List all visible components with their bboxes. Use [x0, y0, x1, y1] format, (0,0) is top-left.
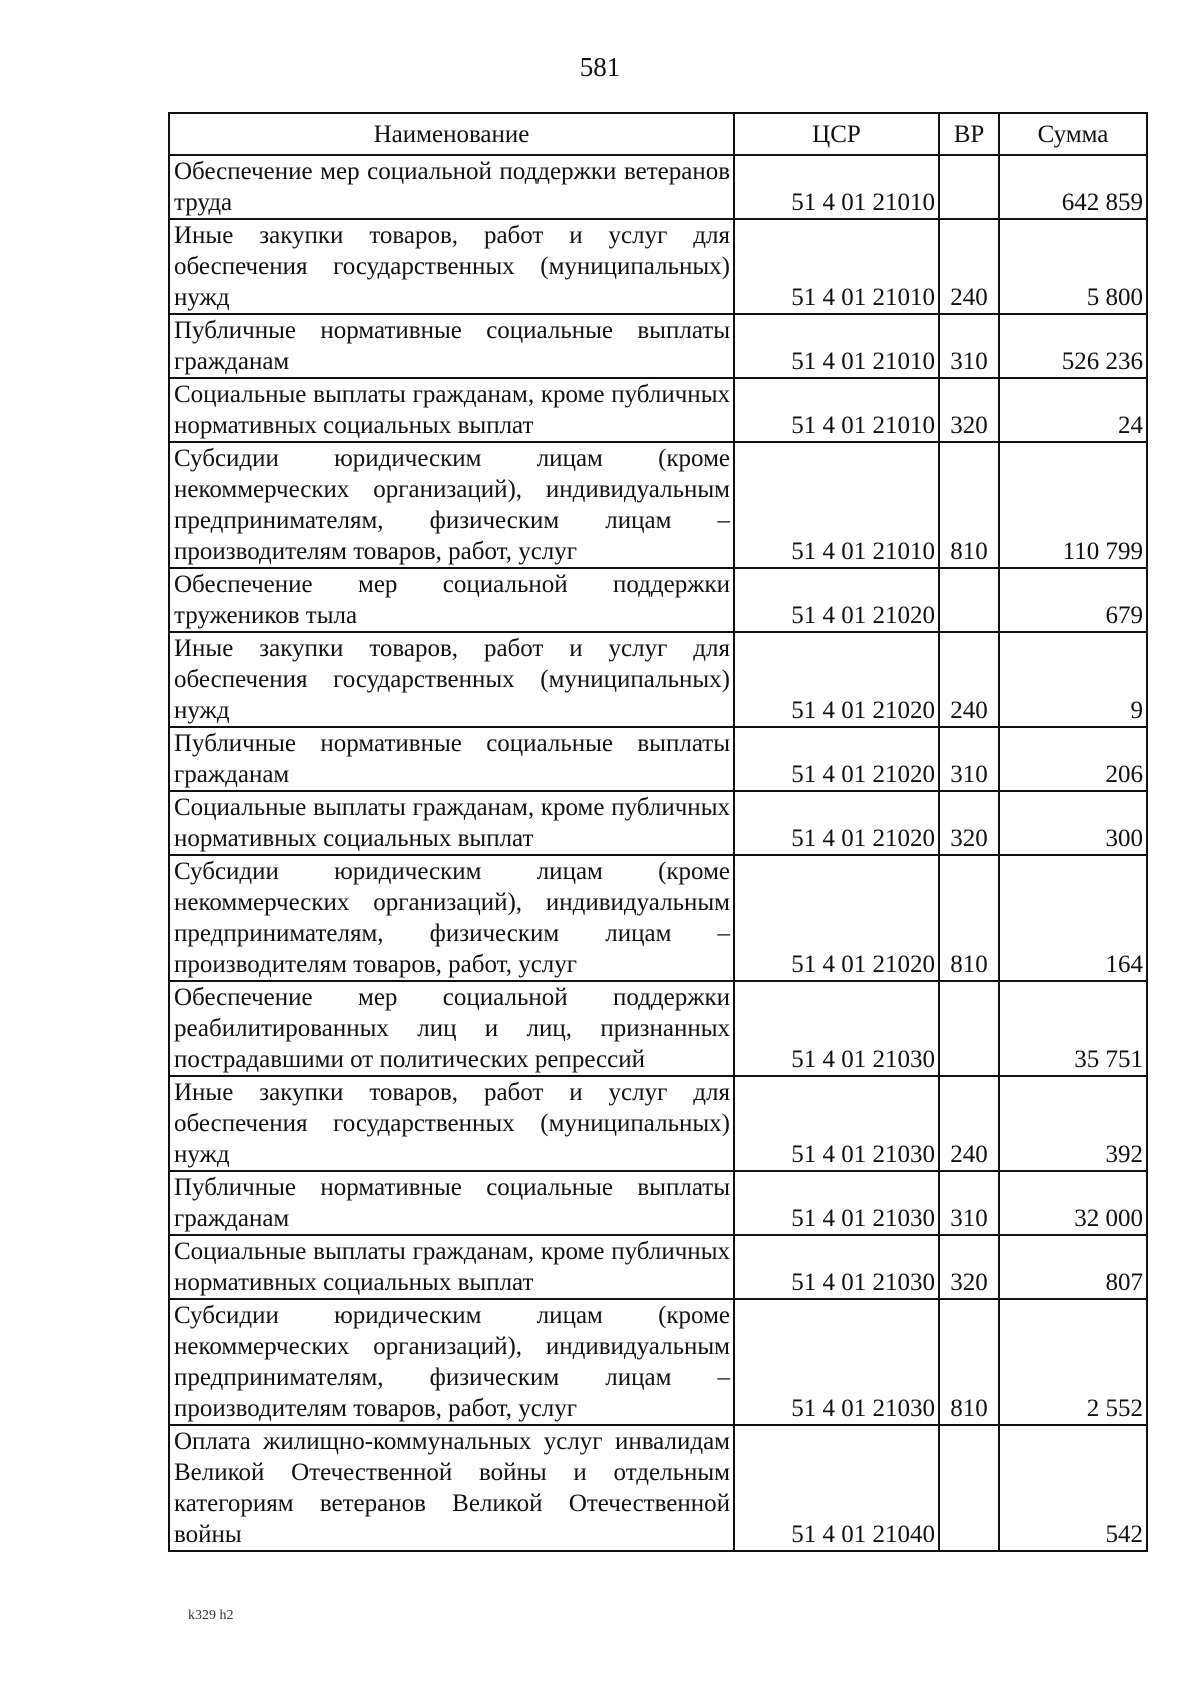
header-name: Наименование — [169, 113, 734, 155]
row-sum-cell: 526 236 — [999, 314, 1147, 378]
row-name-cell: Публичные нормативные социальные выплаты гражданам — [169, 314, 734, 378]
row-vr-cell: 310 — [939, 1171, 999, 1235]
row-vr-cell: 240 — [939, 1076, 999, 1171]
row-sum-cell: 35 751 — [999, 981, 1147, 1076]
row-name-cell: Социальные выплаты гражданам, кроме публичных нормативных социальных выплат — [169, 1235, 734, 1299]
row-name-cell: Обеспечение мер социальной поддержки тружеников тыла — [169, 568, 734, 632]
row-csr-cell: 51 4 01 21010 — [734, 155, 939, 219]
row-sum-cell: 679 — [999, 568, 1147, 632]
row-sum-cell: 164 — [999, 855, 1147, 981]
row-vr-cell — [939, 155, 999, 219]
table-row — [169, 1235, 1147, 1299]
table-row — [169, 791, 1147, 855]
row-name-cell: Субсидии юридическим лицам (кроме некоммерческих организаций), индивидуальным предпринимателям, физическим лицам – производителям товаров, работ, услуг — [169, 442, 734, 568]
row-vr-cell: 240 — [939, 632, 999, 727]
row-vr-cell: 810 — [939, 1299, 999, 1425]
row-name-cell: Оплата жилищно-коммунальных услуг инвалидам Великой Отечественной войны и отдельным категориям ветеранов Великой Отечественной войны — [169, 1425, 734, 1551]
row-name-cell: Социальные выплаты гражданам, кроме публичных нормативных социальных выплат — [169, 791, 734, 855]
row-vr-cell: 320 — [939, 1235, 999, 1299]
row-vr-cell — [939, 981, 999, 1076]
row-name-cell: Публичные нормативные социальные выплаты гражданам — [169, 727, 734, 791]
row-vr-cell: 810 — [939, 442, 999, 568]
row-name-cell: Субсидии юридическим лицам (кроме некоммерческих организаций), индивидуальным предпринимателям, физическим лицам – производителям товаров, работ, услуг — [169, 855, 734, 981]
row-sum-cell: 807 — [999, 1235, 1147, 1299]
row-csr-cell: 51 4 01 21010 — [734, 378, 939, 442]
row-sum-cell: 642 859 — [999, 155, 1147, 219]
table-row — [169, 442, 1147, 568]
row-csr-cell: 51 4 01 21020 — [734, 632, 939, 727]
footer-code: k329 h2 — [188, 1608, 234, 1623]
row-csr-cell: 51 4 01 21040 — [734, 1425, 939, 1551]
row-csr-cell: 51 4 01 21020 — [734, 727, 939, 791]
table-row — [169, 314, 1147, 378]
table-row — [169, 632, 1147, 727]
page-number: 581 — [579, 52, 621, 82]
row-sum-cell: 542 — [999, 1425, 1147, 1551]
table-row — [169, 1425, 1147, 1551]
row-csr-cell: 51 4 01 21010 — [734, 314, 939, 378]
row-sum-cell: 300 — [999, 791, 1147, 855]
row-csr-cell: 51 4 01 21020 — [734, 791, 939, 855]
row-sum-cell: 32 000 — [999, 1171, 1147, 1235]
table-row — [169, 855, 1147, 981]
row-name-cell: Обеспечение мер социальной поддержки ветеранов труда — [169, 155, 734, 219]
table-row — [169, 378, 1147, 442]
row-vr-cell: 320 — [939, 791, 999, 855]
table-header-row — [169, 113, 1147, 155]
table-row — [169, 568, 1147, 632]
row-csr-cell: 51 4 01 21030 — [734, 981, 939, 1076]
table-row — [169, 219, 1147, 314]
row-sum-cell: 2 552 — [999, 1299, 1147, 1425]
row-name-cell: Публичные нормативные социальные выплаты гражданам — [169, 1171, 734, 1235]
row-csr-cell: 51 4 01 21030 — [734, 1076, 939, 1171]
row-sum-cell: 110 799 — [999, 442, 1147, 568]
row-name-cell: Субсидии юридическим лицам (кроме некоммерческих организаций), индивидуальным предпринимателям, физическим лицам – производителям товаров, работ, услуг — [169, 1299, 734, 1425]
row-name-cell: Социальные выплаты гражданам, кроме публичных нормативных социальных выплат — [169, 378, 734, 442]
row-vr-cell: 310 — [939, 727, 999, 791]
row-vr-cell: 810 — [939, 855, 999, 981]
row-vr-cell: 310 — [939, 314, 999, 378]
row-name-cell: Иные закупки товаров, работ и услуг для обеспечения государственных (муниципальных) нужд — [169, 632, 734, 727]
table-row — [169, 727, 1147, 791]
row-sum-cell: 24 — [999, 378, 1147, 442]
row-sum-cell: 5 800 — [999, 219, 1147, 314]
row-csr-cell: 51 4 01 21030 — [734, 1235, 939, 1299]
row-sum-cell: 9 — [999, 632, 1147, 727]
table-row — [169, 1299, 1147, 1425]
row-csr-cell: 51 4 01 21030 — [734, 1299, 939, 1425]
row-name-cell: Иные закупки товаров, работ и услуг для обеспечения государственных (муниципальных) нужд — [169, 219, 734, 314]
row-csr-cell: 51 4 01 21030 — [734, 1171, 939, 1235]
header-csr: ЦСР — [734, 113, 939, 155]
row-vr-cell — [939, 1425, 999, 1551]
row-vr-cell: 240 — [939, 219, 999, 314]
row-name-cell: Иные закупки товаров, работ и услуг для обеспечения государственных (муниципальных) нужд — [169, 1076, 734, 1171]
row-sum-cell: 392 — [999, 1076, 1147, 1171]
header-vr: ВР — [939, 113, 999, 155]
row-csr-cell: 51 4 01 21020 — [734, 855, 939, 981]
budget-table — [168, 112, 1148, 1552]
header-sum: Сумма — [999, 113, 1147, 155]
table-row — [169, 1076, 1147, 1171]
table-row — [169, 155, 1147, 219]
row-vr-cell: 320 — [939, 378, 999, 442]
row-vr-cell — [939, 568, 999, 632]
row-name-cell: Обеспечение мер социальной поддержки реабилитированных лиц и лиц, признанных пострадавшими от политических репрессий — [169, 981, 734, 1076]
table-row — [169, 1171, 1147, 1235]
row-csr-cell: 51 4 01 21010 — [734, 442, 939, 568]
row-csr-cell: 51 4 01 21020 — [734, 568, 939, 632]
table-row — [169, 981, 1147, 1076]
row-sum-cell: 206 — [999, 727, 1147, 791]
row-csr-cell: 51 4 01 21010 — [734, 219, 939, 314]
